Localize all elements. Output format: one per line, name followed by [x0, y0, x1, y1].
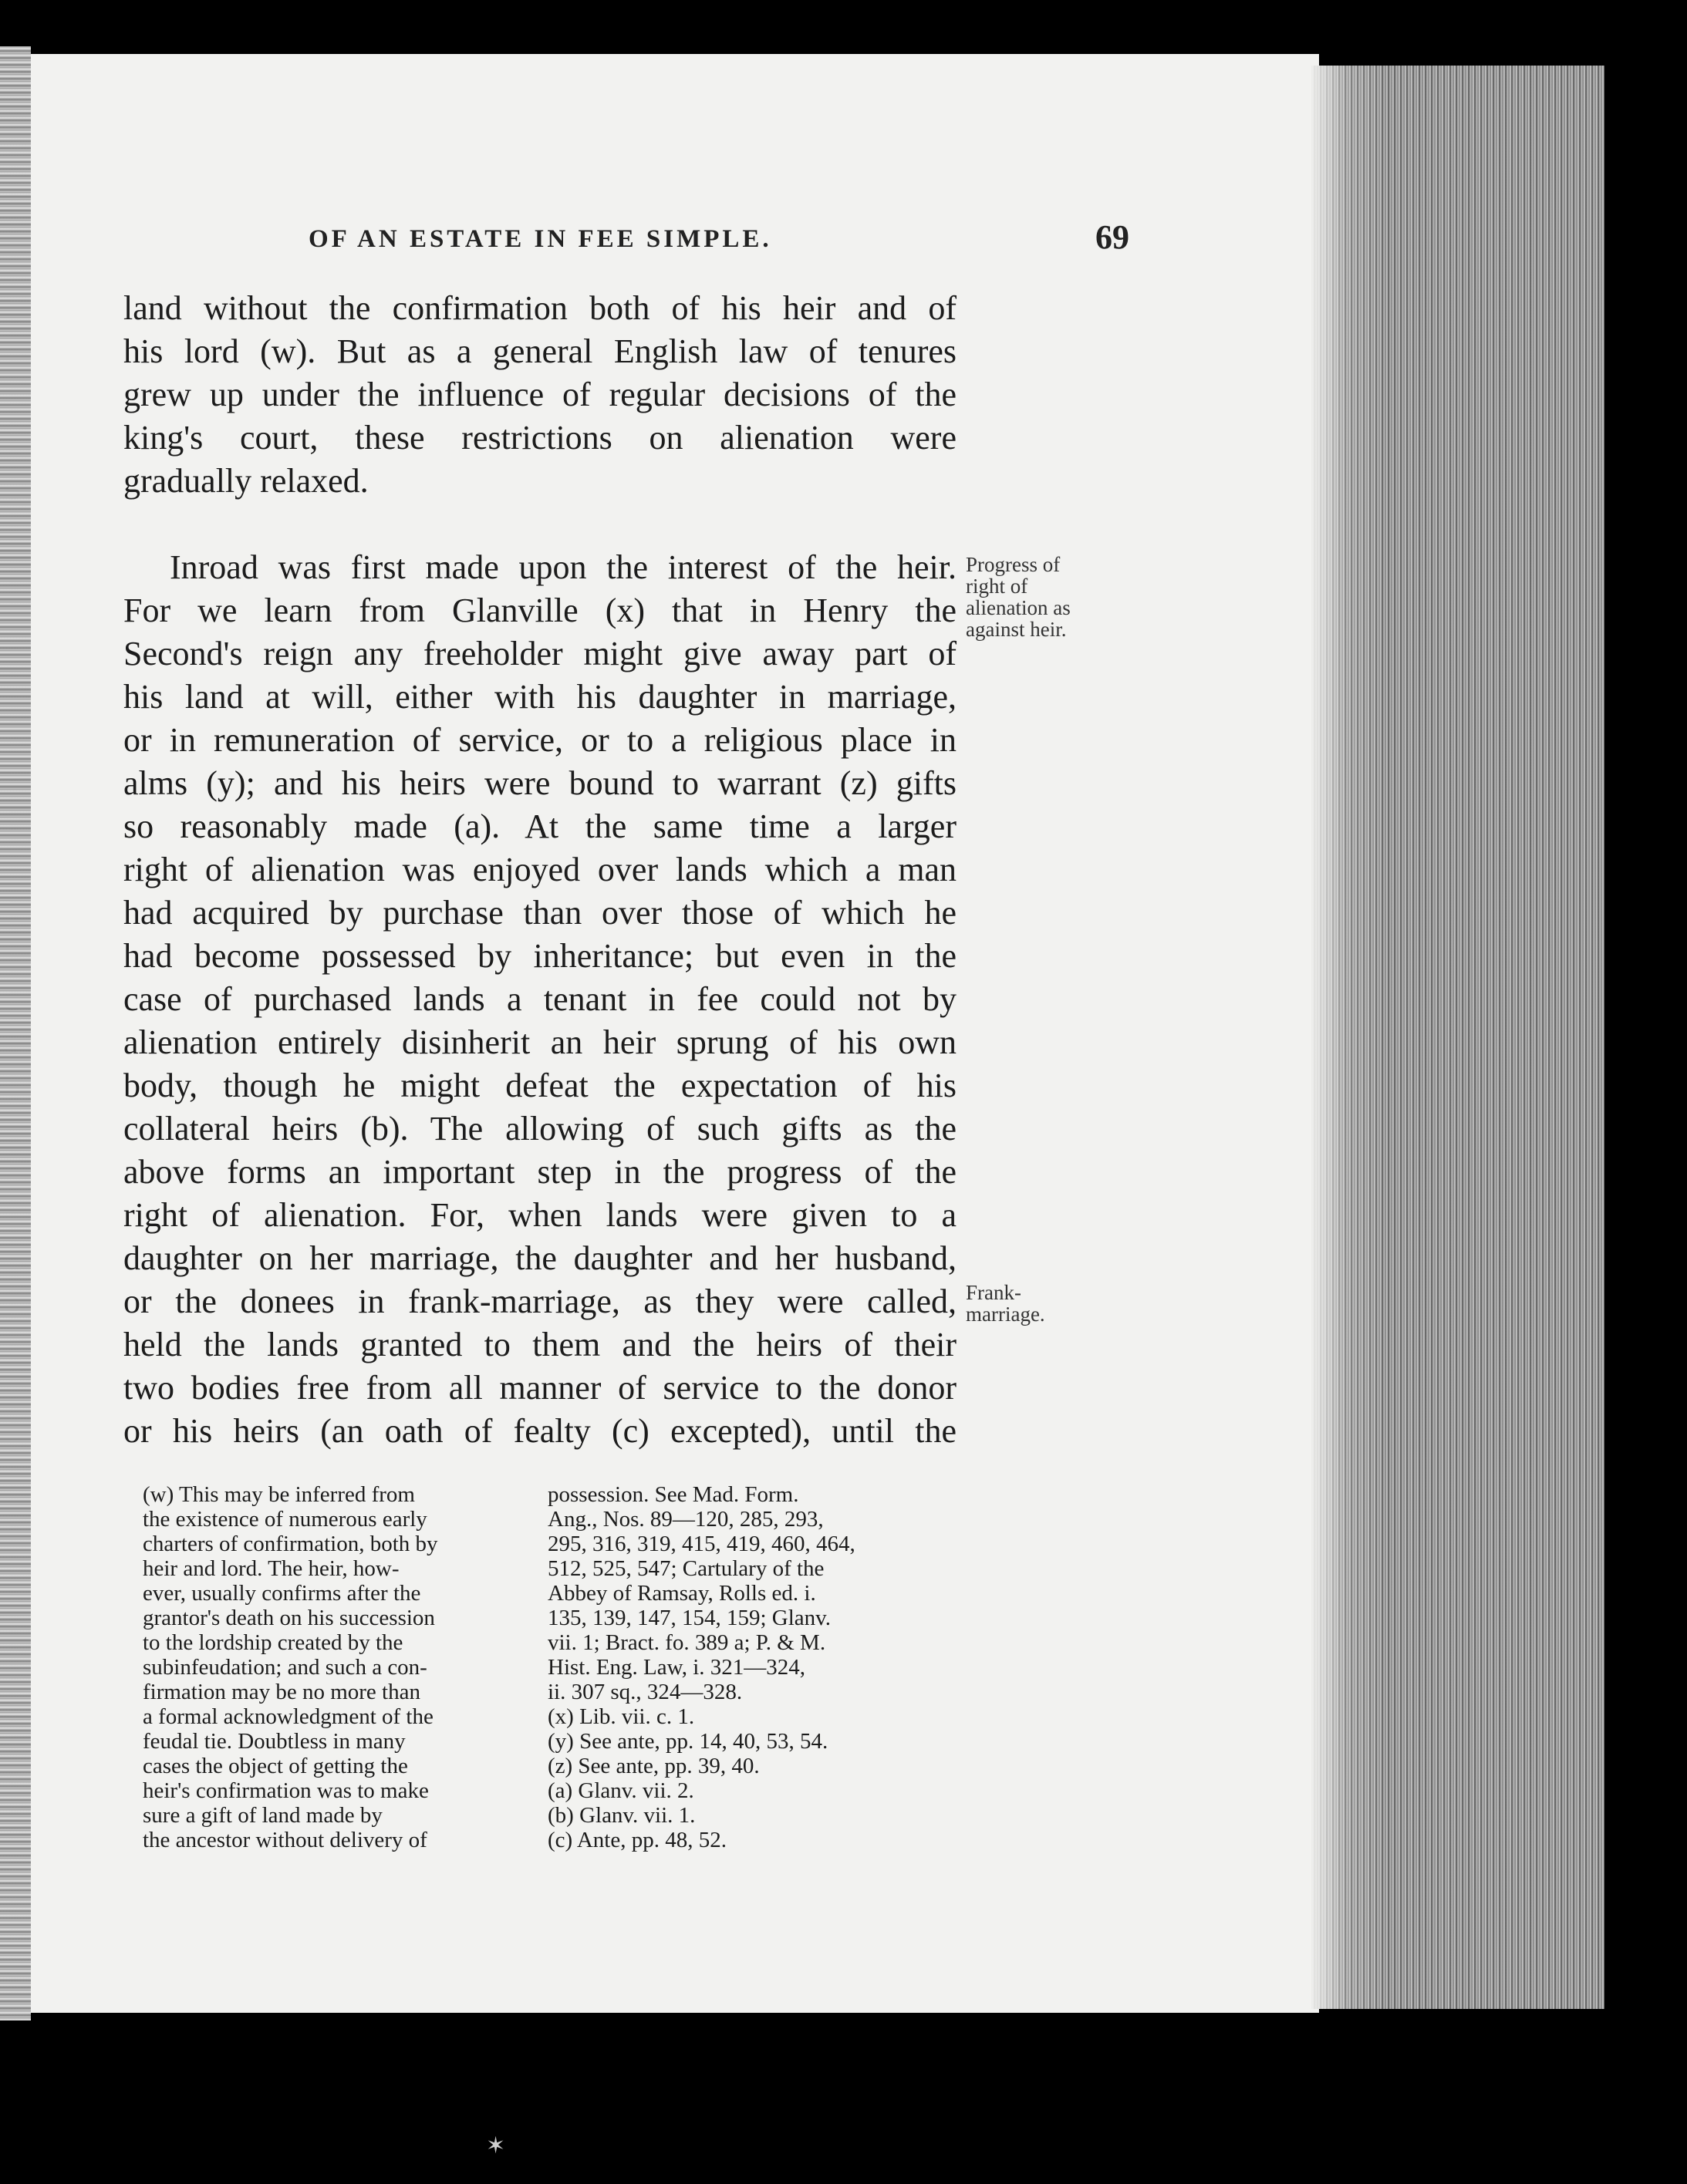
footnote-line: 512, 525, 547; Cartulary of the: [548, 1556, 825, 1581]
text-line: right of alienation. For, when lands were given to a: [123, 1196, 957, 1234]
text-line: or in remuneration of service, or to a religious place in: [123, 721, 957, 759]
scan-background: [1604, 0, 1687, 2184]
text-line: above forms an important step in the progress of the: [123, 1153, 957, 1191]
running-title: OF AN ESTATE IN FEE SIMPLE.: [309, 225, 772, 253]
footnote-line: (c) Ante, pp. 48, 52.: [548, 1828, 727, 1852]
footnote-line: (y) See ante, pp. 14, 40, 53, 54.: [548, 1729, 828, 1754]
footnote-line: (b) Glanv. vii. 1.: [548, 1803, 696, 1828]
text-line: grew up under the influence of regular decisions of the: [123, 376, 957, 413]
footnote-line: ever, usually confirms after the: [143, 1581, 421, 1606]
text-line: his land at will, either with his daughter in marriage,: [123, 678, 957, 716]
text-line: For we learn from Glanville (x) that in Henry the: [123, 592, 957, 629]
footnote-line: heir's confirmation was to make: [143, 1778, 429, 1803]
margin-note-line: Progress of: [966, 553, 1061, 576]
footnote-line: the existence of numerous early: [143, 1507, 427, 1532]
margin-note-line: Frank-: [966, 1281, 1021, 1304]
text-line: Second's reign any freeholder might give away part of: [123, 635, 957, 672]
text-line: or his heirs (an oath of fealty (c) excepted), until the: [123, 1412, 957, 1450]
text-line: alienation entirely disinherit an heir sprung of his own: [123, 1023, 957, 1061]
footnote-line: cases the object of getting the: [143, 1754, 408, 1778]
footnote-line: ii. 307 sq., 324—328.: [548, 1680, 743, 1704]
text-line: gradually relaxed.: [123, 462, 369, 500]
text-line: body, though he might defeat the expectation of his: [123, 1067, 957, 1104]
text-line: so reasonably made (a). At the same time a larger: [123, 807, 957, 845]
footnote-line: Abbey of Ramsay, Rolls ed. i.: [548, 1581, 816, 1606]
text-line: or the donees in frank-marriage, as they were called,: [123, 1282, 957, 1320]
footnote-line: (z) See ante, pp. 39, 40.: [548, 1754, 760, 1778]
footnote-line: charters of confirmation, both by: [143, 1532, 438, 1556]
margin-note-line: against heir.: [966, 618, 1067, 641]
margin-note-line: right of: [966, 575, 1028, 598]
text-line: Inroad was first made upon the interest of the heir.: [170, 548, 957, 586]
text-line: had acquired by purchase than over those of which he: [123, 894, 957, 932]
footnote-line: 295, 316, 319, 415, 419, 460, 464,: [548, 1532, 855, 1556]
margin-note-progress: [966, 554, 1105, 640]
footnote-line: possession. See Mad. Form.: [548, 1482, 799, 1507]
book-spine-edge: [0, 46, 31, 2021]
text-line: his lord (w). But as a general English law of tenures: [123, 332, 957, 370]
paragraph-2: [123, 546, 957, 1453]
footnote-line: heir and lord. The heir, how-: [143, 1556, 400, 1581]
text-line: had become possessed by inheritance; but even in the: [123, 937, 957, 975]
footnote-line: (x) Lib. vii. c. 1.: [548, 1704, 695, 1729]
text-line: two bodies free from all manner of service to the donor: [123, 1369, 957, 1407]
paragraph-1: [123, 287, 957, 503]
page-number: 69: [1095, 218, 1129, 256]
text-line: collateral heirs (b). The allowing of such gifts as the: [123, 1110, 957, 1148]
footnotes-left-column: [143, 1482, 509, 1852]
footnote-line: to the lordship created by the: [143, 1630, 403, 1655]
scan-speck-icon: ✶: [486, 2133, 506, 2159]
footnote-line: (a) Glanv. vii. 2.: [548, 1778, 694, 1803]
text-line: alms (y); and his heirs were bound to warrant (z) gifts: [123, 764, 957, 802]
footnote-line: (w) This may be inferred from: [143, 1482, 415, 1507]
text-line: king's court, these restrictions on alienation were: [123, 419, 957, 457]
footnote-line: feudal tie. Doubtless in many: [143, 1729, 406, 1754]
footnote-line: sure a gift of land made by: [143, 1803, 383, 1828]
text-line: daughter on her marriage, the daughter and her husband,: [123, 1239, 957, 1277]
footnote-line: the ancestor without delivery of: [143, 1828, 427, 1852]
margin-note-line: alienation as: [966, 596, 1071, 619]
footnote-line: 135, 139, 147, 154, 159; Glanv.: [548, 1606, 832, 1630]
footnotes-right-column: [548, 1482, 949, 1852]
footnote-line: firmation may be no more than: [143, 1680, 420, 1704]
footnote-line: Ang., Nos. 89—120, 285, 293,: [548, 1507, 824, 1532]
text-line: right of alienation was enjoyed over lands which a man: [123, 851, 957, 888]
margin-note-line: marriage.: [966, 1303, 1045, 1326]
footnote-line: Hist. Eng. Law, i. 321—324,: [548, 1655, 806, 1680]
page-fore-edge: [1311, 66, 1604, 2009]
margin-note-frank-marriage: [966, 1282, 1105, 1325]
text-line: land without the confirmation both of his heir and of: [123, 289, 957, 327]
footnote-line: a formal acknowledgment of the: [143, 1704, 434, 1729]
footnote-line: subinfeudation; and such a con-: [143, 1655, 427, 1680]
footnote-line: vii. 1; Bract. fo. 389 a; P. & M.: [548, 1630, 826, 1655]
text-line: held the lands granted to them and the heirs of their: [123, 1326, 957, 1363]
text-line: case of purchased lands a tenant in fee could not by: [123, 980, 957, 1018]
footnote-line: grantor's death on his succession: [143, 1606, 435, 1630]
